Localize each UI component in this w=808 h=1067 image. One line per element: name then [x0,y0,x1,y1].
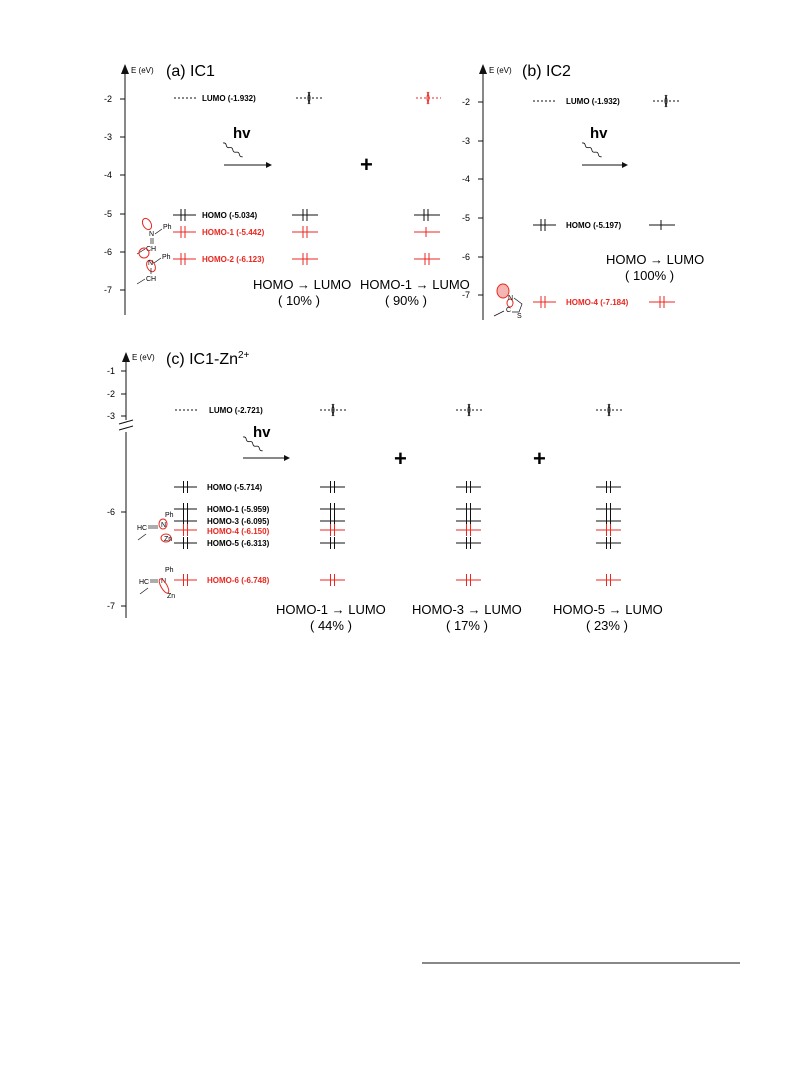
svg-text:HC: HC [139,579,150,586]
panel-c-transition-percent: ( 17% ) [446,618,488,633]
panel-c-homo5-label: HOMO-5 (-6.313) [207,539,270,548]
svg-text:Zn: Zn [164,536,173,543]
panel-c-axis-arrow-icon [122,352,130,362]
panel-c-tick-label: -7 [107,601,116,611]
panel-c-homo4-label: HOMO-4 (-6.150) [207,527,270,536]
panel-c-transition-label: HOMO-5 → LUMO [553,602,663,617]
svg-text:Ph: Ph [165,567,174,574]
photon-arrow-icon [242,424,290,461]
panel-c-fragment-2 [139,567,175,600]
panel-a-homo-label: HOMO (-5.034) [202,211,258,220]
panel-c-tick-label: -1 [107,366,116,376]
panel-b-transition-label: HOMO → LUMO [606,252,705,267]
svg-text:hv: hv [233,125,251,142]
panel-c-lumo-label: LUMO (-2.721) [209,406,263,415]
orbital-lumo-icon [416,92,441,104]
panel-c-title [166,350,250,368]
panel-a-tick-label: -3 [104,132,113,142]
svg-text:N: N [148,260,154,267]
panel-c-tick-label: -6 [107,507,116,517]
panel-b [462,63,704,320]
panel-b-axis-arrow-icon [479,64,487,74]
svg-text:N: N [161,522,167,529]
panel-c-transition-label: HOMO-3 → LUMO [412,602,522,617]
panel-c-transition-percent: ( 23% ) [586,618,628,633]
panel-a-tick-label: -7 [104,285,113,295]
svg-text:N: N [149,231,155,238]
panel-a-transition-percent: ( 90% ) [385,293,427,308]
panel-a-tick-label: -6 [104,247,113,257]
panel-a-fragment-2 [137,248,171,284]
plus-sign: + [533,446,546,471]
panel-b-tick-label: -2 [462,97,471,107]
plus-sign: + [394,446,407,471]
svg-text:hv: hv [590,125,608,142]
svg-text:Ph: Ph [163,224,172,231]
panel-b-homo4-label: HOMO-4 (-7.184) [566,298,629,307]
panel-a-transition-label: HOMO → LUMO [253,277,352,292]
panel-a-tick-label: -5 [104,209,113,219]
svg-text:Ph: Ph [165,512,174,519]
panel-b-lumo-label: LUMO (-1.932) [566,97,620,106]
plus-sign: + [360,152,373,177]
panel-a-homo1-label: HOMO-1 (-5.442) [202,228,265,237]
svg-text:hv: hv [253,424,271,441]
svg-text:CH: CH [146,276,157,283]
panel-a-axis-arrow-icon [121,64,129,74]
svg-text:Ph: Ph [162,254,171,261]
panel-c-homo6-label: HOMO-6 (-6.748) [207,576,270,585]
panel-c-title-superscript: 2+ [238,350,250,361]
panel-b-fragment [494,284,522,320]
panel-a-transition-label: HOMO-1 → LUMO [360,277,470,292]
panel-b-ticks [462,97,483,300]
photon-arrow-icon [581,125,628,168]
panel-c-tick-label: -3 [107,411,116,421]
panel-a-title: (a) IC1 [166,63,215,80]
panel-b-tick-label: -6 [462,252,471,262]
panel-a-transition-percent: ( 10% ) [278,293,320,308]
panel-c-tick-label: -2 [107,389,116,399]
panel-c-transition-label: HOMO-1 → LUMO [276,602,386,617]
panel-b-tick-label: -3 [462,136,471,146]
svg-text:N: N [508,295,514,302]
panel-b-tick-label: -5 [462,213,471,223]
panel-b-homo-label: HOMO (-5.197) [566,221,622,230]
panel-a-tick-label: -2 [104,94,113,104]
orbital-lumo-icon [653,95,679,107]
axis-break-icon [119,420,133,430]
panel-b-tick-label: -7 [462,290,471,300]
panel-c-homo-label: HOMO (-5.714) [207,483,263,492]
panel-b-transition-percent: ( 100% ) [625,268,675,283]
panel-b-unit: E (eV) [489,66,512,75]
svg-text:CH: CH [146,246,157,253]
svg-text:S: S [517,313,522,320]
orbital-lumo-icon [596,404,622,416]
panel-c-title-main: (c) IC1-Zn [166,351,238,368]
panel-a-homo2-label: HOMO-2 (-6.123) [202,255,265,264]
svg-text:Zn: Zn [167,593,176,600]
svg-text:N: N [161,578,167,585]
svg-text:HC: HC [137,525,148,532]
panel-c-fragment-1 [137,512,174,543]
panel-c-unit: E (eV) [132,353,155,362]
panel-c [107,350,663,633]
panel-a-tick-label: -4 [104,170,113,180]
panel-c-transition-percent: ( 44% ) [310,618,352,633]
orbital-lumo-icon [296,92,322,104]
panel-c-ticks [107,366,126,611]
panel-a-lumo-label: LUMO (-1.932) [202,94,256,103]
panel-b-tick-label: -4 [462,174,471,184]
photon-arrow-icon [222,125,272,168]
svg-text:C: C [506,307,512,314]
panel-c-homo1-label: HOMO-1 (-5.959) [207,505,270,514]
panel-a-unit: E (eV) [131,66,154,75]
panel-c-homo3-label: HOMO-3 (-6.095) [207,517,270,526]
orbital-lumo-icon [456,404,482,416]
orbital-lumo-icon [320,404,346,416]
panel-a-ticks [104,94,125,295]
panel-b-title: (b) IC2 [522,63,571,80]
panel-a [104,63,470,315]
